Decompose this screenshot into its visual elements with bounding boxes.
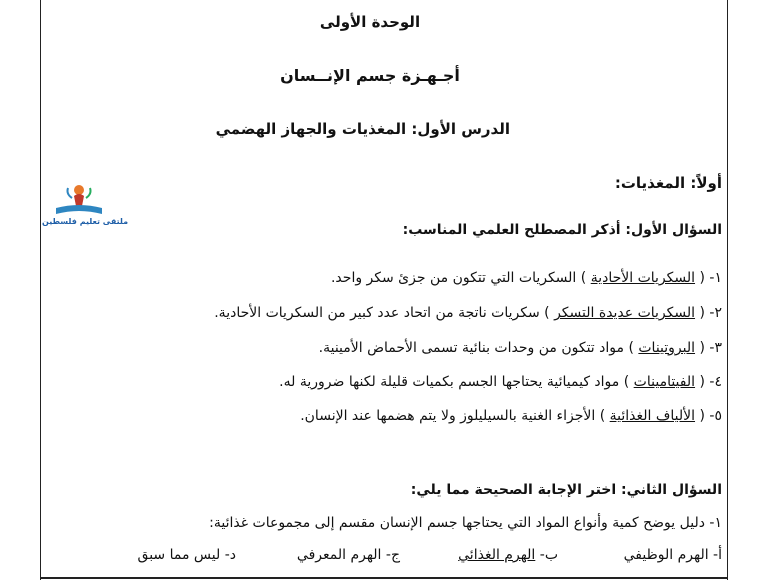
list-item: [300, 408, 722, 424]
page-border-right: [727, 0, 728, 580]
item-description: السكريات التي تتكون من جزئ سكر واحد.: [330, 270, 577, 286]
page-border-left: [40, 0, 41, 580]
question2-subquestion: ١- دليل يوضح كمية وأنواع المواد التي يحتاجها جسم الإنسان مقسم إلى مجموعات غذائية:: [209, 515, 722, 531]
item-number: ٢-: [709, 305, 722, 321]
option-c: ج- الهرم المعرفي: [296, 547, 400, 563]
answer-term: البروتينات: [638, 340, 696, 356]
close-paren: ): [628, 340, 634, 356]
item-description: سكريات ناتجة من اتحاد عدد كبير من السكريات الأحادية.: [214, 305, 540, 321]
item-number: ١-: [709, 270, 722, 286]
page-border-bottom: [40, 577, 728, 579]
lesson-title: الدرس الأول: المغذيات والجهاز الهضمي: [215, 120, 510, 138]
option-d: د- ليس مما سبق: [137, 547, 236, 563]
list-item: [214, 305, 722, 321]
close-paren: ): [623, 374, 630, 390]
unit-title: الوحدة الأولى: [319, 13, 421, 31]
item-number: ٥-: [709, 408, 722, 424]
open-paren: (: [699, 270, 705, 286]
item-description: مواد كيميائية يحتاجها الجسم بكميات قليلة لكنها ضرورية له.: [279, 374, 620, 390]
answer-term: الفيتامينات: [633, 374, 696, 390]
item-description: الأجزاء الغنية بالسيليلوز ولا يتم هضمها عند الإنسان.: [300, 408, 596, 424]
open-paren: (: [699, 408, 705, 424]
answer-term: السكريات الأحادية: [590, 270, 696, 286]
item-description: مواد تتكون من وحدات بنائية تسمى الأحماض الأمينية.: [318, 340, 624, 356]
close-paren: ): [544, 305, 550, 321]
answer-term: السكريات عديدة التسكر: [554, 305, 696, 321]
open-paren: (: [699, 340, 705, 356]
item-number: ٤-: [709, 374, 722, 390]
open-paren: (: [699, 305, 705, 321]
open-paren: (: [699, 374, 705, 390]
answer-term: الألياف الغذائية: [609, 408, 696, 424]
logo-caption: ملتقى تعليم فلسطين: [42, 217, 129, 226]
list-item: [319, 340, 722, 356]
option-b-prefix: ب-: [539, 547, 558, 563]
question1-heading: السؤال الأول: أذكر المصطلح العلمي المناسب:: [402, 222, 722, 238]
item-number: ٣-: [709, 340, 722, 356]
option-b: [458, 547, 558, 563]
list-item: [279, 374, 722, 390]
option-b-answer: الهرم الغذائي: [458, 547, 536, 563]
chapter-title: أجـهـزة جسم الإنــسان: [280, 66, 460, 85]
section-heading: أولاً: المغذيات:: [614, 174, 722, 192]
option-a: أ- الهرم الوظيفي: [623, 547, 722, 563]
question2-heading: السؤال الثاني: اختر الإجابة الصحيحة مما يلي:: [410, 482, 722, 498]
close-paren: ): [599, 408, 606, 424]
list-item: [331, 270, 722, 286]
close-paren: ): [580, 270, 587, 286]
